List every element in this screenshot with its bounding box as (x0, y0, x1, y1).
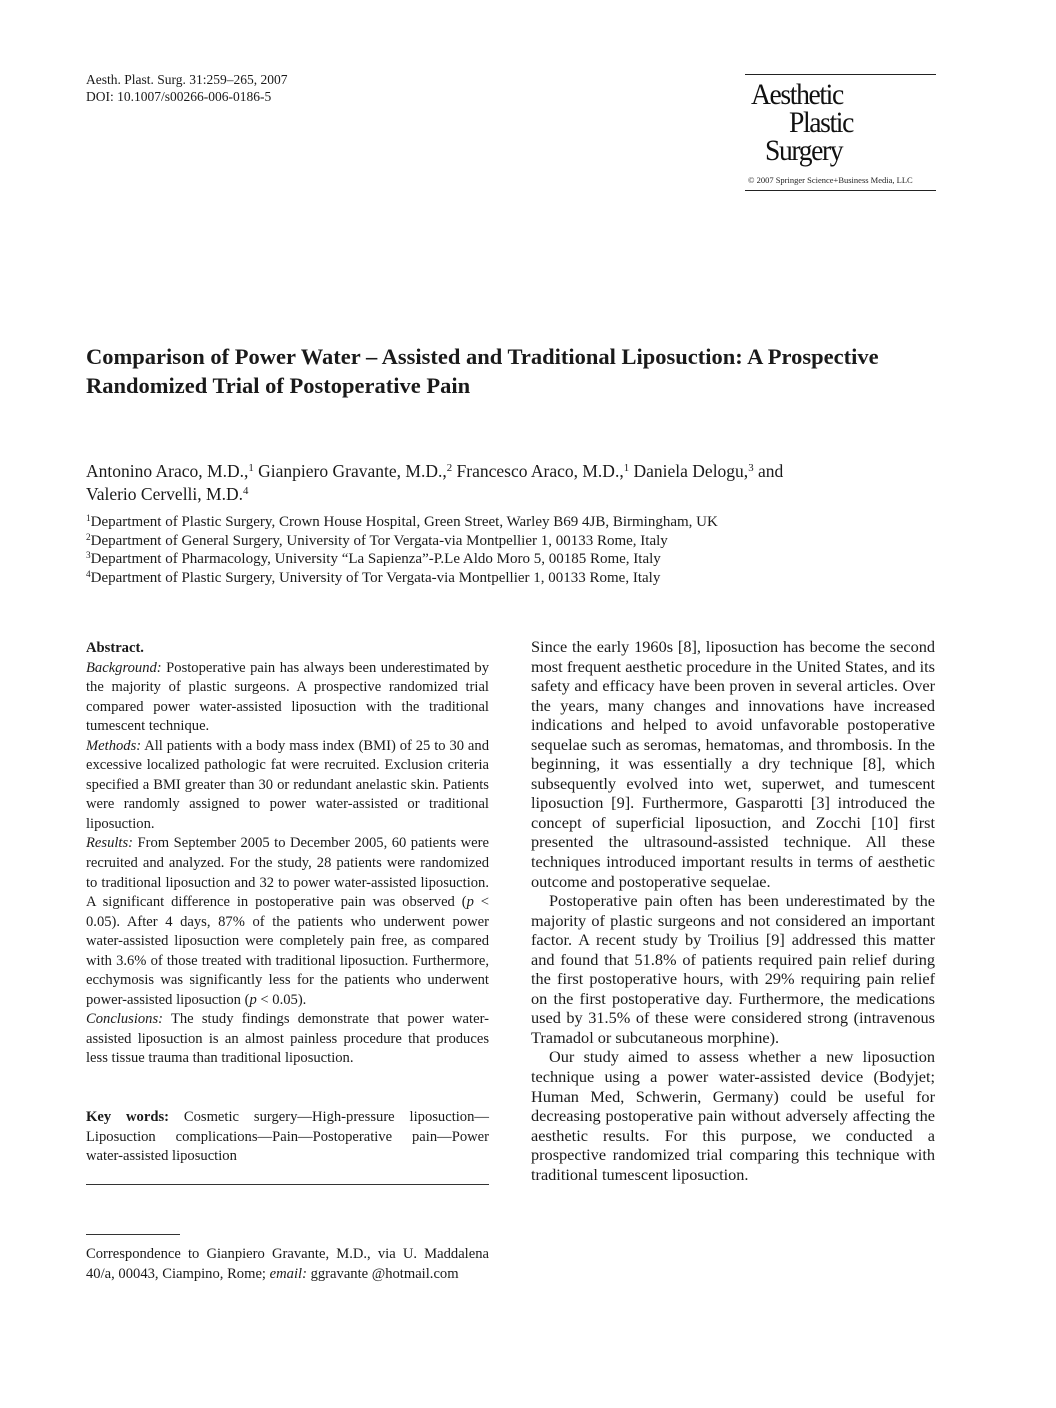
affiliation-item (86, 532, 986, 551)
abstract-label: Conclusions: (86, 1011, 164, 1028)
abstract-background (86, 659, 489, 737)
abstract-text: From September 2005 to December 2005, 60 patients were recruited and analyzed. For the study, 28 patients were randomized to traditional liposuction and 32 to power water-assisted liposuction. A significant difference in postoperative pain was observed ( (86, 835, 489, 911)
keywords-label: Key words: (86, 1109, 169, 1125)
affiliation-text: Department of Pharmacology, University “La Sapienza”-P.Le Aldo Moro 5, 00185 Rome, Italy (90, 551, 661, 567)
abstract-text: The study findings demonstrate that power water-assisted liposuction is an almost painless procedure that produces less tissue trauma than traditional liposuction. (86, 1011, 489, 1067)
email-label: email: (269, 1265, 307, 1282)
author-sup: 3 (748, 462, 754, 475)
author-sup: 1 (623, 462, 630, 475)
body-text (531, 637, 935, 1184)
p-value-symbol: p (249, 991, 257, 1008)
doi: DOI: 10.1007/s00266-006-0186-5 (86, 89, 272, 104)
affiliation-num: 1 (86, 513, 91, 524)
author-sup: 1 (248, 462, 254, 475)
journal-logo (745, 74, 936, 194)
body-paragraph: Postoperative pain often has been underestimated by the majority of plastic surgeons and not considered an important factor. A recent study by Troilius [9] addressed this matter and found that 51.8% of patients required pain relief during the first postoperative hours, with 29% requiring pain relief on the first postoperative day. Furthermore, the medications used by 31.5% of these were considered strong (intravenous Tramadol or subcutaneous morphine). (531, 891, 935, 1047)
abstract-text: Postoperative pain has always been underestimated by the majority of plastic surgeons. A prospective randomized trial compared power water-assisted liposuction with the traditional tumescent technique. (86, 659, 489, 735)
affiliation-text: Department of Plastic Surgery, University of Tor Vergata-via Montpellier 1, 00133 Rome, Italy (90, 569, 661, 586)
abstract-divider (86, 1184, 489, 1185)
affiliation-item (86, 550, 986, 569)
p-value-symbol: p (466, 894, 474, 911)
abstract-label: Background: (86, 659, 162, 676)
author: Francesco Araco, M.D., (456, 461, 624, 481)
journal-reference (86, 71, 288, 105)
affiliation-num: 3 (86, 550, 91, 561)
keywords-text: Cosmetic surgery—High-pressure liposuction—Liposuction complications—Pain—Postoperative pain—Power water-assisted liposuction (86, 1109, 489, 1165)
abstract-heading: Abstract. (86, 640, 144, 656)
keywords (86, 1108, 489, 1167)
body-paragraph: Since the early 1960s [8], liposuction has become the second most frequent aesthetic procedure in the United States, and its safety and efficacy have been proven in several articles. Over the years, many changes and innovations have increased indications and helped to avoid unfavorable postoperative sequelae such as seromas, hematomas, and thrombosis. In the beginning, it was essentially a dry technique [8], which subsequently evolved into wet, superwet, and tumescent liposuction [9]. Furthermore, Gasparotti [3] introduced the concept of superficial liposuction, and Zocchi [10] first presented the ultrasound-assisted technique. All these techniques introduced important results in terms of aesthetic outcome and postoperative sequelae. (531, 637, 935, 891)
affiliation-num: 2 (86, 532, 91, 543)
affiliation-num: 4 (86, 569, 91, 580)
footnote-rule (86, 1234, 180, 1235)
author: Antonino Araco, M.D., (86, 461, 249, 481)
affiliation-text: Department of General Surgery, University of Tor Vergata-via Montpellier 1, 00133 Rome, Italy (90, 532, 668, 549)
abstract-methods (86, 737, 489, 835)
author-conjunction: and (757, 461, 784, 481)
author: Valerio Cervelli, M.D. (86, 484, 243, 504)
abstract-conclusions (86, 1010, 489, 1069)
email-address: ggravante @hotmail.com (306, 1265, 459, 1282)
abstract-label: Results: (86, 835, 134, 852)
correspondence-note (86, 1245, 489, 1284)
paper-title: Comparison of Power Water – Assisted and Traditional Liposuction: A Prospective Randomized Trial of Postoperative Pain (86, 344, 879, 398)
citation: Aesth. Plast. Surg. 31:259–265, 2007 (86, 72, 288, 87)
logo-word-surgery: Surgery (765, 134, 843, 167)
abstract-section (86, 639, 489, 1069)
abstract-text: All patients with a body mass index (BMI) of 25 to 30 and excessive localized pathologic fat were recruited. Exclusion criteria specified a BMI greater than 30 or redundant anelastic skin. Patients were randomly assigned to power water-assisted or traditional liposuction. (86, 737, 489, 832)
affiliation-text: Department of Plastic Surgery, Crown House Hospital, Green Street, Warley B69 4JB, Birmingham, UK (90, 514, 718, 530)
correspondence-text: Correspondence to Gianpiero Gravante, M.D., via U. Maddalena 40/a, 00043, Ciampino, Rome; (86, 1246, 489, 1282)
abstract-results (86, 834, 489, 1010)
author-list (86, 460, 986, 506)
logo-word-plastic: Plastic (789, 106, 853, 139)
logo-rule-bottom (745, 190, 936, 191)
affiliation-list (86, 513, 986, 587)
affiliation-item (86, 513, 986, 532)
logo-rule-top (745, 74, 936, 75)
abstract-text: < 0.05). After 4 days, 87% of the patients who underwent power water-assisted liposuction were completely pain free, as compared with 3.6% of those treated with traditional liposuction. Furthermore, ecchymosis was significantly less for the patients who underwent power-assisted liposuction ( (86, 894, 490, 1008)
author-sup: 4 (242, 485, 249, 498)
author: Gianpiero Gravante, M.D., (258, 461, 447, 481)
logo-word-aesthetic: Aesthetic (751, 78, 843, 111)
abstract-label: Methods: (86, 737, 142, 754)
author: Daniela Delogu, (633, 461, 749, 481)
affiliation-item (86, 569, 986, 588)
logo-copyright: © 2007 Springer Science+Business Media, LLC (748, 175, 913, 185)
author-sup: 2 (446, 462, 453, 475)
body-paragraph: Our study aimed to assess whether a new liposuction technique using a power water-assisted device (Bodyjet; Human Med, Schwerin, Germany) could be useful for decreasing postoperative pain without adversely affecting the aesthetic results. For this purpose, we conducted a prospective randomized trial comparing this technique with traditional tumescent liposuction. (531, 1047, 935, 1184)
abstract-text: < 0.05). (256, 991, 307, 1008)
